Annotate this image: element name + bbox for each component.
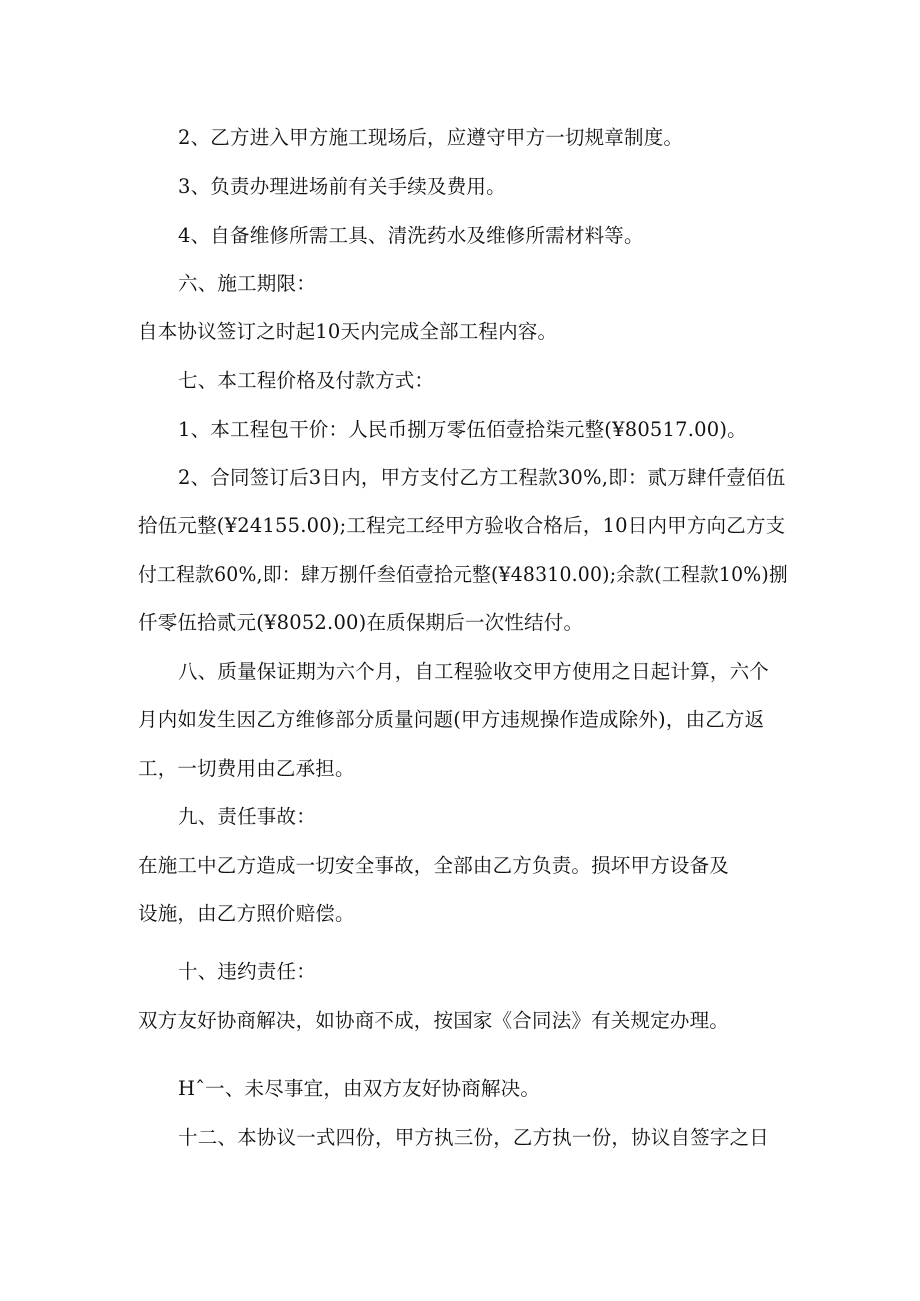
- clause-7-item-2-line-2: 拾伍元整(¥24155.00);工程完工经甲方验收合格后，10日内甲方向乙方支: [138, 514, 786, 537]
- clause-6-text: 自本协议签订之时起10天内完成全部工程内容。: [138, 320, 558, 343]
- clause-10-text: 双方友好协商解决，如协商不成，按国家《合同法》有关规定办理。: [138, 1009, 730, 1032]
- clause-9-text-line-1: 在施工中乙方造成一切安全事故，全部由乙方负责。损坏甲方设备及: [138, 854, 730, 877]
- clause-9-heading: 九、责任事故：: [178, 805, 316, 828]
- clause-5-item-4: 4、自备维修所需工具、清洗药水及维修所需材料等。: [178, 224, 644, 247]
- clause-5-item-3: 3、负责办理进场前有关手续及费用。: [178, 175, 506, 198]
- clause-8-line-2: 月内如发生因乙方维修部分质量问题(甲方违规操作造成除外)，由乙方返: [138, 708, 765, 731]
- clause-7-item-1: 1、本工程包干价：人民币捌万零伍佰壹拾柒元整(¥80517.00)。: [178, 418, 747, 441]
- clause-12: 十二、本协议一式四份，甲方执三份，乙方执一份，协议自签字之日: [178, 1126, 770, 1149]
- clause-9-text-line-2: 设施，由乙方照价赔偿。: [138, 902, 355, 925]
- clause-7-item-2-line-4: 仟零伍拾贰元(¥8052.00)在质保期后一次性结付。: [138, 611, 584, 634]
- clause-7-heading: 七、本工程价格及付款方式：: [178, 369, 435, 392]
- clause-8-line-3: 工，一切费用由乙承担。: [138, 757, 355, 780]
- clause-7-item-2-line-3: 付工程款60%,即：肆万捌仟叁佰壹拾元整(¥48310.00);余款(工程款10%)捌: [138, 563, 788, 586]
- clause-5-item-2: 2、乙方进入甲方施工现场后，应遵守甲方一切规章制度。: [178, 126, 684, 149]
- clause-6-heading: 六、施工期限：: [178, 272, 316, 295]
- clause-8-line-1: 八、质量保证期为六个月，自工程验收交甲方使用之日起计算，六个: [178, 660, 770, 683]
- clause-11: Hˆ一、未尽事宜，由双方友好协商解决。: [178, 1077, 541, 1100]
- clause-10-heading: 十、违约责任：: [178, 960, 316, 983]
- clause-7-item-2-line-1: 2、合同签订后3日内，甲方支付乙方工程款30%,即：贰万肆仟壹佰伍: [178, 466, 786, 489]
